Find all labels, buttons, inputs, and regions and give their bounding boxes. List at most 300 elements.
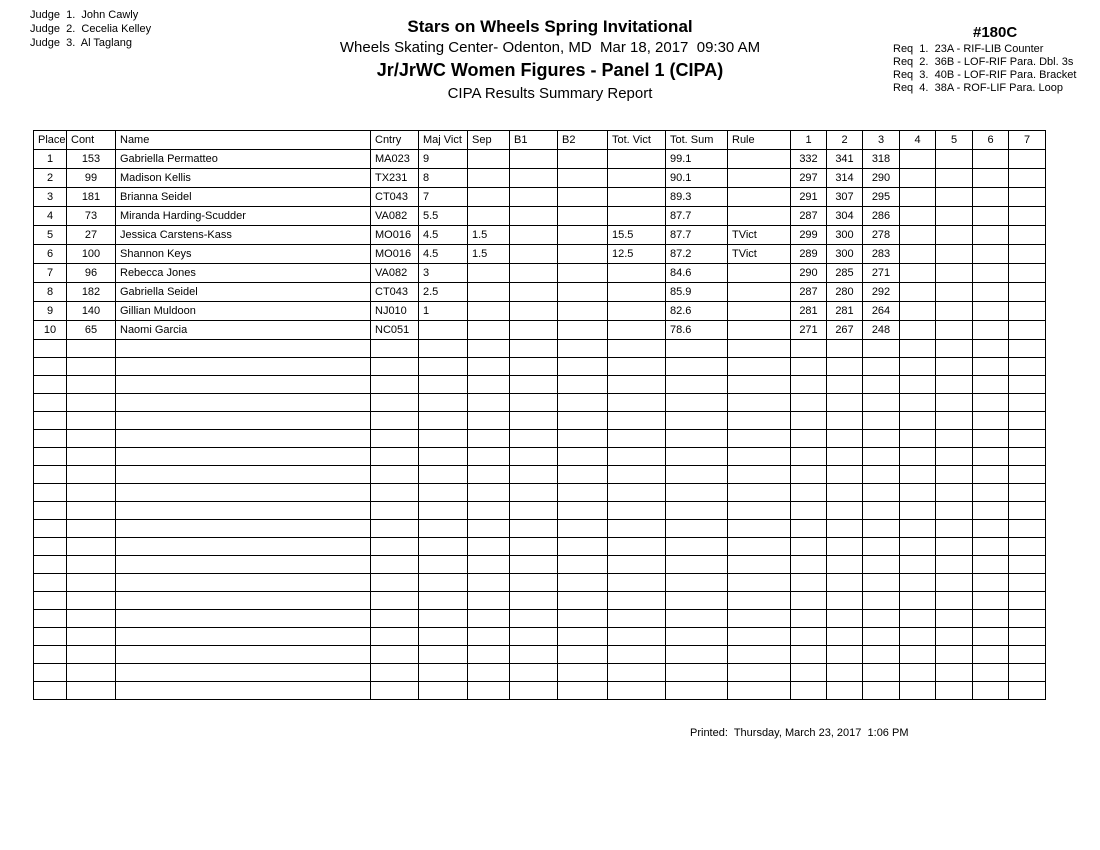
table-cell [419, 538, 468, 556]
table-cell [728, 430, 791, 448]
empty-row [34, 394, 1046, 412]
empty-row [34, 430, 1046, 448]
table-cell [608, 664, 666, 682]
table-cell [67, 358, 116, 376]
table-cell [666, 502, 728, 520]
table-cell [728, 264, 791, 283]
table-cell: Rebecca Jones [116, 264, 371, 283]
table-cell [1009, 646, 1046, 664]
table-cell: 10 [34, 321, 67, 340]
table-cell: 300 [827, 226, 863, 245]
table-cell [863, 376, 900, 394]
table-cell [936, 376, 973, 394]
table-cell [936, 226, 973, 245]
table-cell [973, 188, 1009, 207]
table-header-row [34, 131, 1046, 150]
table-cell: 1 [34, 150, 67, 169]
table-cell [973, 412, 1009, 430]
table-cell [900, 610, 936, 628]
table-cell [468, 448, 510, 466]
table-cell [863, 592, 900, 610]
table-cell [936, 207, 973, 226]
table-cell [67, 628, 116, 646]
table-cell [510, 484, 558, 502]
table-cell [608, 321, 666, 340]
table-cell [900, 556, 936, 574]
table-cell [419, 376, 468, 394]
table-cell: VA082 [371, 264, 419, 283]
table-cell: Gabriella Seidel [116, 283, 371, 302]
requirement-line-4: Req 4. 38A - ROF-LIF Para. Loop [893, 82, 1063, 94]
table-cell [666, 538, 728, 556]
empty-row [34, 628, 1046, 646]
event-number: #180C [973, 24, 1018, 41]
table-cell: 140 [67, 302, 116, 321]
table-cell [973, 430, 1009, 448]
table-cell [900, 628, 936, 646]
table-cell [468, 646, 510, 664]
table-cell [510, 664, 558, 682]
empty-row [34, 574, 1046, 592]
table-cell [67, 394, 116, 412]
table-cell [791, 556, 827, 574]
table-cell [728, 574, 791, 592]
table-cell [827, 394, 863, 412]
table-cell [371, 430, 419, 448]
table-cell [558, 358, 608, 376]
table-cell [863, 574, 900, 592]
table-cell [468, 682, 510, 700]
table-cell [468, 207, 510, 226]
table-cell [558, 283, 608, 302]
table-cell [900, 226, 936, 245]
table-cell [791, 610, 827, 628]
table-cell [791, 628, 827, 646]
table-cell [608, 574, 666, 592]
empty-row [34, 682, 1046, 700]
table-cell [863, 610, 900, 628]
table-cell [608, 169, 666, 188]
table-cell [791, 448, 827, 466]
table-cell [863, 448, 900, 466]
column-header: Name [116, 131, 371, 150]
table-cell [1009, 150, 1046, 169]
table-cell [863, 340, 900, 358]
table-cell [67, 502, 116, 520]
table-cell [608, 628, 666, 646]
result-row [34, 226, 1046, 245]
table-cell [728, 520, 791, 538]
table-cell [863, 628, 900, 646]
table-cell: Madison Kellis [116, 169, 371, 188]
table-cell [728, 448, 791, 466]
table-cell: Naomi Garcia [116, 321, 371, 340]
table-cell: 7 [419, 188, 468, 207]
table-cell [666, 358, 728, 376]
table-cell [468, 484, 510, 502]
table-cell [558, 664, 608, 682]
result-row [34, 207, 1046, 226]
table-cell [510, 556, 558, 574]
table-cell [116, 538, 371, 556]
table-cell [608, 340, 666, 358]
empty-row [34, 664, 1046, 682]
table-cell [728, 628, 791, 646]
table-cell [973, 264, 1009, 283]
table-cell [1009, 610, 1046, 628]
table-cell [558, 592, 608, 610]
table-cell: Brianna Seidel [116, 188, 371, 207]
table-cell [558, 188, 608, 207]
table-cell [558, 169, 608, 188]
table-cell [827, 646, 863, 664]
judge-line-3: Judge 3. Al Taglang [30, 37, 132, 49]
table-cell [510, 188, 558, 207]
table-cell [608, 484, 666, 502]
table-cell: 1.5 [468, 245, 510, 264]
table-cell [1009, 556, 1046, 574]
empty-row [34, 592, 1046, 610]
table-cell [67, 556, 116, 574]
printed-timestamp: Printed: Thursday, March 23, 2017 1:06 PM [690, 727, 909, 739]
table-cell [728, 321, 791, 340]
result-row [34, 150, 1046, 169]
table-cell [666, 556, 728, 574]
table-cell: 332 [791, 150, 827, 169]
table-cell [936, 574, 973, 592]
table-cell [936, 520, 973, 538]
table-cell [791, 358, 827, 376]
table-cell [510, 502, 558, 520]
table-cell [827, 376, 863, 394]
table-cell [468, 502, 510, 520]
table-cell [936, 502, 973, 520]
table-cell [728, 592, 791, 610]
table-cell [900, 245, 936, 264]
table-cell [936, 264, 973, 283]
table-cell [419, 394, 468, 412]
table-cell [116, 628, 371, 646]
table-cell [936, 412, 973, 430]
table-cell [791, 484, 827, 502]
table-cell [116, 394, 371, 412]
table-cell [827, 484, 863, 502]
table-cell [973, 592, 1009, 610]
table-cell [67, 340, 116, 358]
table-cell [67, 376, 116, 394]
table-cell [419, 340, 468, 358]
table-cell [34, 502, 67, 520]
table-cell [973, 169, 1009, 188]
table-cell [1009, 394, 1046, 412]
table-cell [827, 556, 863, 574]
table-cell [67, 592, 116, 610]
table-cell [558, 207, 608, 226]
table-cell: 99.1 [666, 150, 728, 169]
column-header: Cont [67, 131, 116, 150]
table-cell [1009, 412, 1046, 430]
table-cell: NC051 [371, 321, 419, 340]
table-cell [863, 394, 900, 412]
table-cell: VA082 [371, 207, 419, 226]
table-cell [419, 430, 468, 448]
table-cell [827, 610, 863, 628]
table-cell [666, 394, 728, 412]
table-cell [419, 448, 468, 466]
table-cell [510, 321, 558, 340]
table-cell [1009, 226, 1046, 245]
table-cell: 65 [67, 321, 116, 340]
table-cell [936, 340, 973, 358]
table-cell: 287 [791, 283, 827, 302]
table-cell [936, 358, 973, 376]
table-cell [728, 646, 791, 664]
table-cell [1009, 169, 1046, 188]
table-cell [558, 520, 608, 538]
empty-row [34, 358, 1046, 376]
table-cell [900, 188, 936, 207]
table-cell: 280 [827, 283, 863, 302]
table-cell [936, 188, 973, 207]
table-cell [666, 484, 728, 502]
table-cell [371, 556, 419, 574]
table-cell [900, 538, 936, 556]
table-cell [558, 466, 608, 484]
table-cell [371, 376, 419, 394]
table-cell [900, 682, 936, 700]
table-cell [468, 169, 510, 188]
table-cell [34, 376, 67, 394]
table-cell [510, 245, 558, 264]
table-cell [608, 556, 666, 574]
table-cell [863, 430, 900, 448]
column-header: Place [34, 131, 67, 150]
requirement-line-2: Req 2. 36B - LOF-RIF Para. Dbl. 3s [893, 56, 1074, 68]
table-cell [371, 466, 419, 484]
table-cell [900, 207, 936, 226]
column-header: Tot. Sum [666, 131, 728, 150]
table-cell: MO016 [371, 245, 419, 264]
table-cell: 271 [791, 321, 827, 340]
table-cell [728, 376, 791, 394]
table-cell [67, 664, 116, 682]
table-cell: 181 [67, 188, 116, 207]
table-cell [973, 150, 1009, 169]
table-cell [900, 340, 936, 358]
table-cell [116, 502, 371, 520]
table-cell [666, 664, 728, 682]
table-cell [371, 358, 419, 376]
table-cell: 99 [67, 169, 116, 188]
table-cell [827, 520, 863, 538]
table-cell [900, 448, 936, 466]
table-cell [973, 628, 1009, 646]
table-cell [827, 412, 863, 430]
table-cell [791, 664, 827, 682]
table-cell: 89.3 [666, 188, 728, 207]
judge-line-2: Judge 2. Cecelia Kelley [30, 23, 152, 35]
table-cell [1009, 340, 1046, 358]
table-cell [558, 538, 608, 556]
table-cell: 341 [827, 150, 863, 169]
table-cell: Shannon Keys [116, 245, 371, 264]
table-cell [666, 628, 728, 646]
table-cell [510, 448, 558, 466]
table-cell [791, 646, 827, 664]
table-cell [791, 376, 827, 394]
requirement-line-3: Req 3. 40B - LOF-RIF Para. Bracket [893, 69, 1077, 81]
table-cell: 100 [67, 245, 116, 264]
table-cell: 285 [827, 264, 863, 283]
table-cell [666, 430, 728, 448]
table-cell [510, 376, 558, 394]
table-cell [116, 610, 371, 628]
table-cell: 290 [791, 264, 827, 283]
table-cell [936, 538, 973, 556]
table-cell [608, 394, 666, 412]
table-cell [973, 646, 1009, 664]
table-cell [558, 502, 608, 520]
table-cell [558, 682, 608, 700]
table-cell [510, 150, 558, 169]
table-cell: 15.5 [608, 226, 666, 245]
table-cell [900, 412, 936, 430]
table-cell [371, 394, 419, 412]
table-cell [666, 520, 728, 538]
table-cell [973, 245, 1009, 264]
table-cell [973, 376, 1009, 394]
table-cell: 84.6 [666, 264, 728, 283]
table-cell [371, 574, 419, 592]
table-cell: 295 [863, 188, 900, 207]
table-cell: 290 [863, 169, 900, 188]
table-cell [371, 340, 419, 358]
table-cell [419, 664, 468, 682]
table-cell [1009, 448, 1046, 466]
table-cell: CT043 [371, 188, 419, 207]
table-cell: 1 [419, 302, 468, 321]
table-cell [558, 556, 608, 574]
table-cell [34, 520, 67, 538]
table-cell [419, 484, 468, 502]
table-cell [728, 466, 791, 484]
column-header: 5 [936, 131, 973, 150]
table-cell [936, 394, 973, 412]
table-cell [900, 502, 936, 520]
table-cell [936, 466, 973, 484]
empty-row [34, 340, 1046, 358]
table-cell [510, 283, 558, 302]
table-cell [116, 448, 371, 466]
table-cell: 2.5 [419, 283, 468, 302]
table-cell [419, 321, 468, 340]
table-cell [510, 430, 558, 448]
table-cell [936, 682, 973, 700]
column-header: B2 [558, 131, 608, 150]
table-cell: 6 [34, 245, 67, 264]
table-cell [34, 358, 67, 376]
table-cell [973, 466, 1009, 484]
table-cell [116, 682, 371, 700]
report-title: CIPA Results Summary Report [447, 85, 653, 102]
empty-row [34, 412, 1046, 430]
table-cell [863, 412, 900, 430]
table-cell [827, 448, 863, 466]
table-cell [827, 340, 863, 358]
table-cell: Miranda Harding-Scudder [116, 207, 371, 226]
table-cell [791, 412, 827, 430]
column-header: Maj Vict [419, 131, 468, 150]
table-cell [791, 430, 827, 448]
table-cell [791, 466, 827, 484]
table-cell [558, 150, 608, 169]
table-cell: Gillian Muldoon [116, 302, 371, 321]
table-cell [116, 574, 371, 592]
table-cell [468, 412, 510, 430]
table-cell [973, 538, 1009, 556]
table-cell [608, 466, 666, 484]
table-cell [666, 682, 728, 700]
table-cell [900, 169, 936, 188]
table-cell [116, 376, 371, 394]
table-cell: TVict [728, 245, 791, 264]
table-cell [67, 538, 116, 556]
table-cell [558, 628, 608, 646]
table-cell [558, 448, 608, 466]
table-cell [791, 592, 827, 610]
table-cell [608, 430, 666, 448]
table-cell [1009, 245, 1046, 264]
table-cell: 7 [34, 264, 67, 283]
table-cell [1009, 628, 1046, 646]
table-cell: 87.7 [666, 226, 728, 245]
table-cell: 9 [34, 302, 67, 321]
table-cell [371, 682, 419, 700]
table-cell: 3 [419, 264, 468, 283]
table-cell: 82.6 [666, 302, 728, 321]
table-cell [973, 321, 1009, 340]
table-cell [900, 302, 936, 321]
result-row [34, 245, 1046, 264]
table-cell [608, 520, 666, 538]
table-cell [900, 264, 936, 283]
table-cell [666, 448, 728, 466]
table-cell [116, 556, 371, 574]
table-cell [34, 484, 67, 502]
table-cell [558, 484, 608, 502]
table-cell [936, 169, 973, 188]
table-cell: 8 [419, 169, 468, 188]
empty-row [34, 502, 1046, 520]
table-cell [34, 448, 67, 466]
table-cell [608, 610, 666, 628]
empty-row [34, 646, 1046, 664]
table-cell [900, 646, 936, 664]
table-cell [728, 283, 791, 302]
table-cell [371, 646, 419, 664]
table-cell [510, 302, 558, 321]
table-cell [371, 628, 419, 646]
table-cell [791, 574, 827, 592]
result-row [34, 321, 1046, 340]
table-cell [791, 538, 827, 556]
table-cell [510, 520, 558, 538]
table-cell [468, 574, 510, 592]
table-cell [510, 628, 558, 646]
table-cell [116, 484, 371, 502]
table-cell [863, 646, 900, 664]
table-cell [827, 430, 863, 448]
